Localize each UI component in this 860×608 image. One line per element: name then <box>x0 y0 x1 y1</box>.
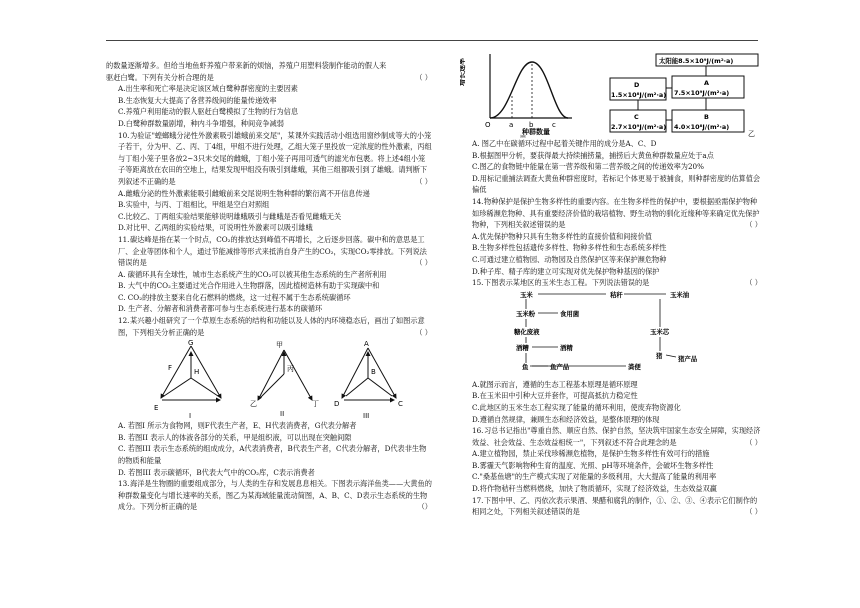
question-text: A.雌蛾分泌的性外激素能吸引雌蛾前来交尾说明生物种群的繁衍离不开信息传递 <box>118 188 370 198</box>
node-manure: 粪便 <box>628 362 641 371</box>
question-text: C. 若图III 表示生态系统的组成成分，A代表消费者，B代表生产者，C代表分解者，D代表非生物的物质和能量 <box>118 444 427 466</box>
node-fish: 鱼 <box>522 362 529 371</box>
node-fish-product: 鱼产品 <box>550 362 570 371</box>
figure-15 <box>460 289 762 379</box>
question-text: 习总书记指出"尊重自然、顺应自然、保护自然，坚决筑牢国家生态安全屏障，实现经济效益、社会效益、生态效益相统一"，下列叙述不符合此理念的是 <box>472 426 761 447</box>
question-text: D.将作物秸秆当燃料燃烧，加快了物质循环，实现了经济效益，生态效益双赢 <box>472 484 717 494</box>
question-line <box>106 420 432 432</box>
node-d-label: D <box>634 81 640 89</box>
question-line <box>106 222 432 234</box>
left-questions <box>106 60 432 338</box>
graph-i-top: G <box>188 339 194 348</box>
question-text: C.养殖户利用能动的假人驱赶白鹭模拟了生物的行为信息 <box>118 107 299 117</box>
question-line <box>106 315 432 338</box>
question-line <box>106 130 432 188</box>
question-text: C."桑基鱼塘"的生产模式实现了对能量的多级利用，大大提高了能量的利用率 <box>472 472 717 482</box>
question-line <box>106 211 432 223</box>
node-corn-oil: 玉米油 <box>670 290 690 299</box>
graph-ii-mid: 丙 <box>287 365 294 374</box>
figure-12 <box>106 338 432 420</box>
right-questions <box>460 138 762 289</box>
node-b-value: 4.0×10⁸J/(m²·a) <box>674 123 730 131</box>
question-number: 14. <box>472 196 484 206</box>
node-corn: 玉米 <box>520 290 533 299</box>
question-line <box>106 478 432 513</box>
question-text: 海洋是生物圈的重要组成部分，与人类的生存和发展息息相关。下图表示海洋鱼类——大黄鱼的种群数量变化与增长速率的关系，图乙为某海域能量流动简图，A、B、C、D表示生态系统的生物成分。下列分析正确的是 <box>118 479 432 512</box>
question-line <box>460 254 762 266</box>
question-text: B.在玉米田中引种大豆并套作，可提高抵抗力稳定性 <box>472 391 638 401</box>
node-d-value: 1.5×10⁸J/(m²·a) <box>611 91 667 99</box>
node-waste-liquid: 糖化废液 <box>514 327 540 336</box>
question-text: 的数量逐渐增多。但给当地鱼虾养殖户带来新的烦恼，养殖户用塑料袋制作能动的假人来 <box>106 61 387 70</box>
graph-ii-br: 丁 <box>312 400 319 409</box>
question-line <box>460 150 762 162</box>
graph-i-caption: I <box>189 412 192 421</box>
answer-bracket: （ ） <box>745 437 762 447</box>
question-text: B.生态恢复大大提高了各营养级间的能量传递效率 <box>118 95 277 105</box>
question-text: 物种保护是保护生物多样性的重要内容。在生物多样性的保护中，要根据亟需保护物种如珍稀濒危物种、具有重要经济价值的栽培植物、野生动物的驯化近缘种等来确定优先保护物种，下列相关叙述错误的是 <box>472 196 760 230</box>
question-line <box>106 72 432 84</box>
graph-iii-caption: III <box>363 412 370 421</box>
question-line <box>106 292 432 304</box>
question-text: A.优先保护物种只具有生物多样性的直接价值和间接价值 <box>472 231 652 241</box>
question-text: 下图表示某地区的玉米生态工程。下列说法错误的是 <box>484 278 650 288</box>
answer-bracket: （ ） <box>415 176 432 186</box>
question-line <box>460 266 762 278</box>
question-line <box>460 460 762 472</box>
figure-13 <box>460 48 762 138</box>
answer-bracket: （ ） <box>745 278 762 288</box>
energy-flow-diagram <box>610 54 758 138</box>
node-mushroom: 食用菌 <box>560 309 580 318</box>
node-pig: 猪 <box>656 351 663 360</box>
question-text: C.此地区的玉米生态工程实现了能量的循环利用，使废弃物资源化 <box>472 402 681 412</box>
graph-ii-bl: 乙 <box>250 400 257 409</box>
question-text: 下图中甲、乙、丙依次表示果酒、果醋和腐乳的制作，①、②、③、④表示它们制作的相同之处，下列相关叙述错误的是 <box>472 495 758 517</box>
question-line <box>460 277 762 289</box>
question-line <box>106 199 432 211</box>
graph-ii <box>250 341 319 418</box>
question-text: 碳达峰是指在某一个时点，CO₂的排放达到峰值不再增长，之后逐步回落。碳中和的意思是工厂、企业等团体和个人，通过节能减排等形式来抵消自身产生的CO₂，实现CO₂零排放。下列说法错误的是 <box>118 234 427 268</box>
question-line <box>460 495 762 518</box>
question-line <box>460 231 762 243</box>
node-distillers: 酒糟 <box>516 343 529 352</box>
question-text: C.图乙的食物链中能量在第一营养级和第二营养级之间的传递效率为20% <box>472 162 704 172</box>
question-text: B.根据图甲分析，要获得最大持续捕捞量，捕捞后大黄鱼种群数量应处于a点 <box>472 150 714 160</box>
right-questions-2 <box>460 379 762 518</box>
graph-i-bl: E <box>154 404 159 413</box>
node-a-label: A <box>704 79 709 87</box>
question-line <box>106 60 432 72</box>
question-number: 11. <box>118 234 130 244</box>
question-text: A.出生率和死亡率是决定该区域白鹭种群密度的主要因素 <box>118 84 298 94</box>
question-text: 为验证"蝗螂蛾分泌性外激素吸引雄蛾前来交尾"，某课外实践活动小组选用窗纱制成等大的小笼子若干，分为甲、乙、丙、丁4组，甲组不进行处理，乙组大笼子里投放一定浓度的性外激素，丙组与丁组小笼子里各放2~3只未交尾的雌蛾，丁组小笼子再用可透气的滤光布包裹。将上述4组小笼子等距离放在农田的空地上，结果发现甲组没有吸引到雄蛾，其他三组都吸引到了雄蛾。请判断下列叙述不正确的是 <box>118 130 432 186</box>
graph-iii-br: C <box>398 400 403 409</box>
question-line <box>106 432 432 444</box>
graph-i <box>154 339 221 420</box>
question-line <box>106 467 432 479</box>
question-text: A.建立植物园，禁止采伐珍稀濒危植物，是保护生物多样性有效可行的措施 <box>472 449 710 459</box>
question-line <box>106 83 432 95</box>
question-text: C. CO₂的排放主要来自化石燃料的燃烧，这一过程不属于生态系统碳循环 <box>118 292 351 302</box>
question-line <box>460 242 762 254</box>
question-line <box>460 448 762 460</box>
node-a-value: 7.5×10⁹J/(m²·a) <box>674 89 730 97</box>
node-alcohol: 酒精 <box>560 343 573 352</box>
node-corncob: 玉米芯 <box>650 327 670 336</box>
question-line <box>460 471 762 483</box>
node-b-label: B <box>704 113 709 121</box>
question-text: D.白鹭种群数量剧增，种内斗争增强，种间竞争减弱 <box>118 118 284 128</box>
question-text: 驱赶白鹭。下列有关分析合理的是 <box>106 72 214 82</box>
answer-bracket: （） <box>417 502 432 512</box>
question-number: 16. <box>472 426 484 436</box>
graph-i-mid: H <box>194 368 200 377</box>
question-number: 15. <box>472 278 484 288</box>
question-text: 某兴趣小组研究了一个草原生态系统的结构和功能以及人体的内环境稳态后，画出了如图示意图，下列相关分析正确的是 <box>118 316 425 337</box>
graph-ii-top: 甲 <box>276 341 283 350</box>
question-line <box>106 95 432 107</box>
question-text: A.就图示而言，遵循的生态工程基本原理是循环原理 <box>472 379 638 389</box>
node-straw: 秸秆 <box>610 290 623 299</box>
question-text: C.可通过建立植物园、动物园及自然保护区等来保护濒危物种 <box>472 254 667 264</box>
question-line <box>460 402 762 414</box>
flow-caption: 乙 <box>748 130 755 138</box>
sun-energy: 太阳能8.5×10⁹J/(m²·a) <box>659 57 734 65</box>
question-line <box>460 196 762 231</box>
answer-bracket: （ ） <box>415 327 432 337</box>
answer-bracket: （ ） <box>745 220 762 230</box>
question-line <box>106 303 432 315</box>
question-line <box>460 425 762 448</box>
graph-ylabel: 增长速率 <box>460 58 466 86</box>
answer-bracket: （ ） <box>745 507 762 517</box>
left-questions-2 <box>106 420 432 513</box>
question-text: A. 若图I 所示为食物网，则F代表生产者，E、H代表消费者，G代表分解者 <box>118 421 357 431</box>
graph-iii-top: A <box>364 340 369 349</box>
header-rule <box>106 40 758 41</box>
figure-12-diagram <box>106 338 432 420</box>
question-line <box>460 161 762 173</box>
question-text: D.遵循自然规律，兼顾生态和经济效益，是整体原理的体现 <box>472 414 660 424</box>
question-text: D.种子库、精子库的建立可实现对优先保护物种基因的保护 <box>472 266 660 276</box>
node-pork: 猪产品 <box>678 354 698 363</box>
graph-iii <box>334 340 403 420</box>
question-text: D.用标记重捕法调查大黄鱼种群密度时，若标记个体更易于被捕食，则种群密度的估算值会偏低 <box>472 173 761 195</box>
graph-ii-caption: II <box>280 410 285 419</box>
node-corn-flour: 玉米粉 <box>516 309 536 318</box>
question-number: 17. <box>472 495 484 505</box>
question-text: B.雾霾天气影响物种生育的温度、光照、pH等环境条件，会破坏生物多样性 <box>472 460 714 470</box>
question-line <box>106 118 432 130</box>
graph-caption <box>520 134 526 138</box>
question-number: 13. <box>118 479 130 489</box>
question-line <box>460 414 762 426</box>
figure-13-diagram <box>460 48 762 138</box>
question-line <box>106 234 432 269</box>
question-text: B. 若图II 表示人的体液各部分的关系，甲是组织液，可以出现在突触间隙 <box>118 432 352 442</box>
question-line <box>106 188 432 200</box>
question-text: A. 图乙中在碳循环过程中起着关键作用的成分是A、C、D <box>472 139 657 148</box>
question-text: B.生物多样性包括遗传多样性、物种多样性和生态系统多样性 <box>472 243 667 253</box>
growth-rate-graph <box>460 54 572 138</box>
tick-c: c <box>552 121 556 129</box>
node-c-value: 2.7×10⁹J/(m²·a) <box>611 123 667 131</box>
graph-iii-mid: B <box>371 368 376 377</box>
left-column <box>106 60 432 513</box>
question-number: 12. <box>118 316 130 326</box>
node-c-label: C <box>634 113 639 121</box>
question-line <box>106 269 432 281</box>
tick-a: a <box>509 121 514 129</box>
graph-iii-bl: D <box>334 400 340 409</box>
question-line <box>106 280 432 292</box>
question-line <box>106 443 432 466</box>
graph-xlabel: 种群数量 <box>522 128 550 136</box>
question-text: C.比较乙、丁两组实验结果能够说明雄蛾吸引与雌蛾是否看见雌蛾无关 <box>118 211 342 221</box>
question-text: B. 大气中的CO₂主要通过光合作用进入生物群落，因此植树造林有助于实现碳中和 <box>118 281 380 291</box>
question-line <box>460 390 762 402</box>
question-line <box>460 483 762 495</box>
question-text: B.实验中，与丙、丁组相比，甲组是空白对照组 <box>118 200 270 210</box>
question-line <box>460 379 762 391</box>
question-text: D. 若图III 表示碳循环，B代表大气中的CO₂库，C表示消费者 <box>118 467 315 477</box>
right-column <box>460 48 762 518</box>
graph-i-left: F <box>168 364 173 373</box>
tick-b: b <box>529 121 534 129</box>
figure-15-diagram <box>460 289 762 379</box>
question-line <box>460 138 762 150</box>
answer-bracket: （ ） <box>415 258 432 268</box>
answer-bracket: （ ） <box>415 72 432 82</box>
question-text: D. 生产者、分解者和消费者都可参与生态系统进行基本的碳循环 <box>118 304 323 314</box>
question-line <box>106 106 432 118</box>
question-line <box>460 173 762 196</box>
question-number: 10. <box>118 130 130 140</box>
question-text: A. 碳循环具有全球性，城市生态系统产生的CO₂可以被其他生态系统的生产者所利用 <box>118 269 387 279</box>
tick-o: O <box>485 121 491 129</box>
question-text: D.对比甲、乙两组的实验结果，可说明性外激素可以吸引雄蛾 <box>118 223 313 233</box>
